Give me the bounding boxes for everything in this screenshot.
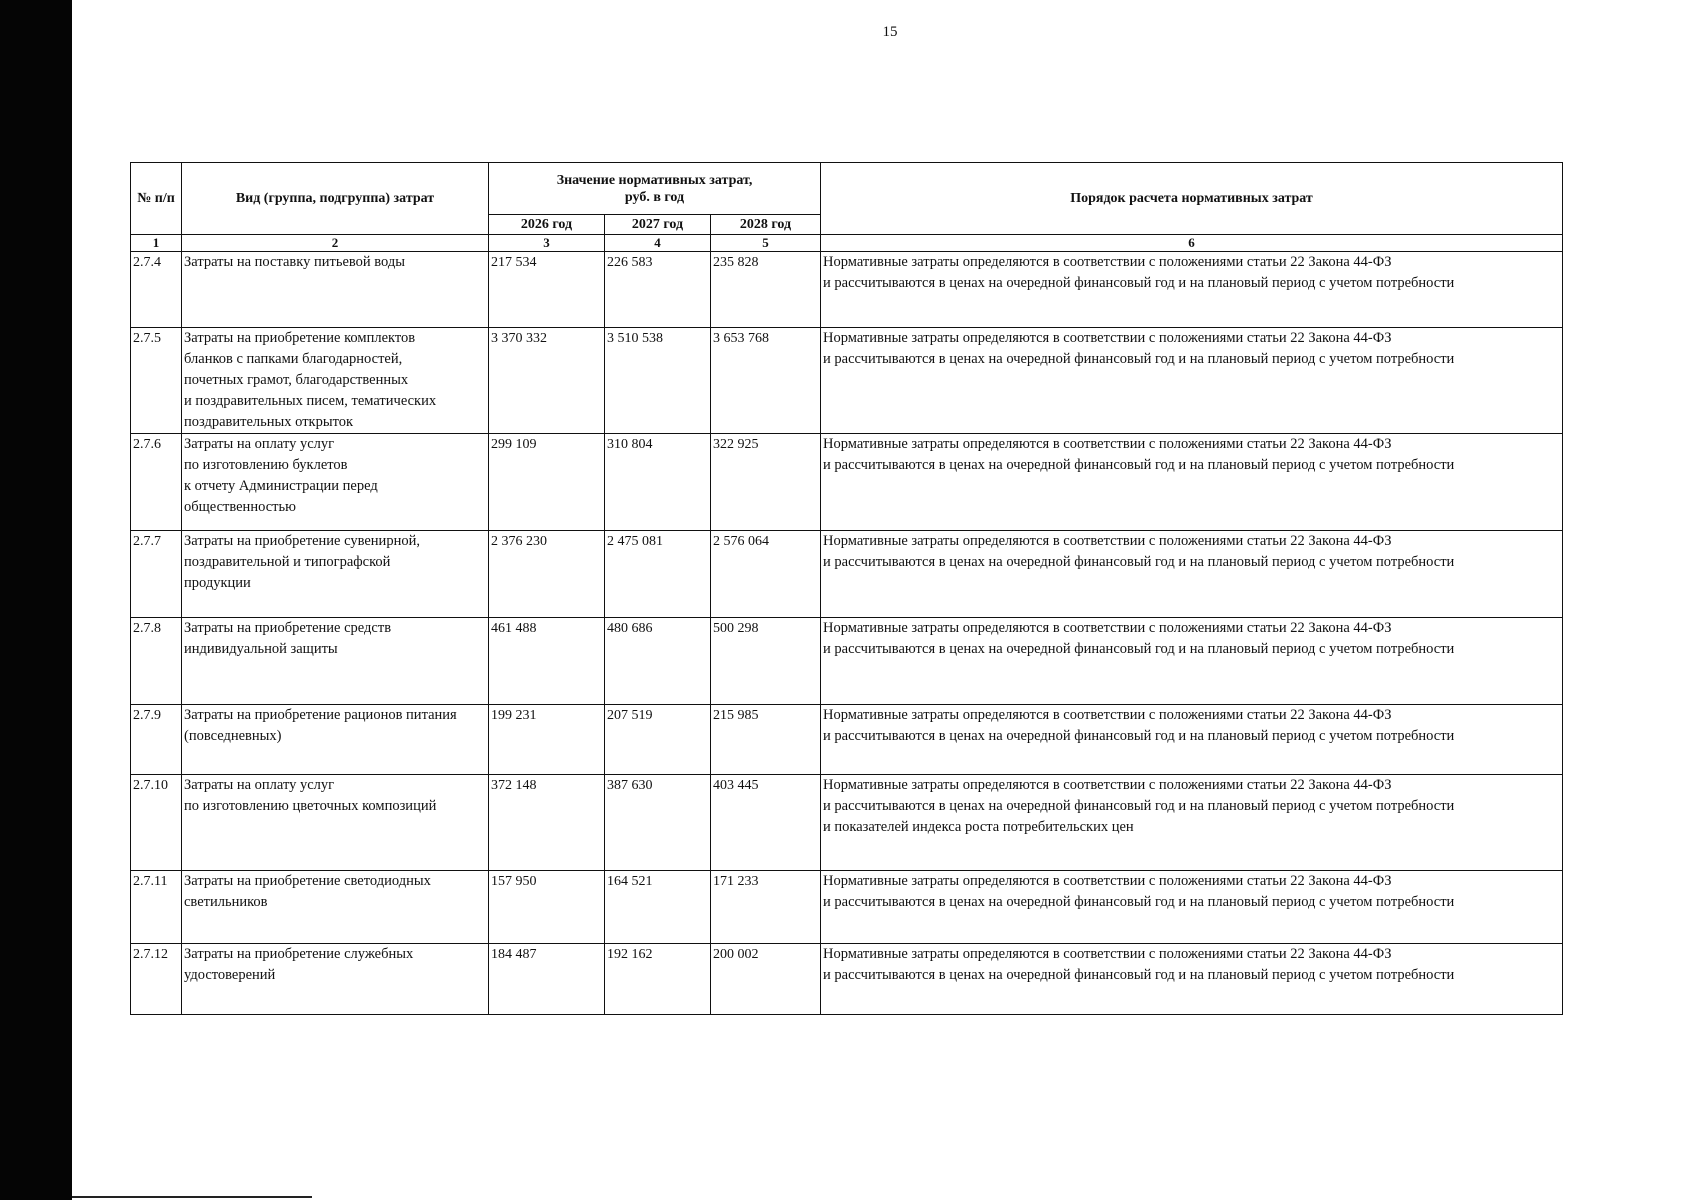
table-row [131,618,1563,705]
header-row-1 [131,163,1563,215]
value-2027: 387 630 [605,775,711,871]
table-row [131,328,1563,434]
header-cost-values: Значение нормативных затрат, руб. в год [489,163,821,215]
page-number: 15 [882,24,898,40]
value-2027: 164 521 [605,871,711,944]
cost-standards-table [130,162,1563,1015]
value-2028: 500 298 [711,618,821,705]
table-row [131,944,1563,1015]
column-number: 6 [821,235,1563,252]
value-2027: 3 510 538 [605,328,711,434]
table-row [131,434,1563,531]
table-row [131,531,1563,618]
cost-type-name: Затраты на приобретение рационов питания (повседневных) [182,705,489,775]
calc-method: Нормативные затраты определяются в соответствии с положениями статьи 22 Закона 44-ФЗ и рассчитываются в ценах на очередной финансовый год и на плановый период с учетом потребности [821,434,1563,531]
table-row [131,705,1563,775]
cost-type-name: Затраты на приобретение сувенирной, поздравительной и типографской продукции [182,531,489,618]
calc-method: Нормативные затраты определяются в соответствии с положениями статьи 22 Закона 44-ФЗ и рассчитываются в ценах на очередной финансовый год и на плановый период с учетом потребности и показателей индекса роста потребительских цен [821,775,1563,871]
value-2026: 217 534 [489,252,605,328]
value-2026: 2 376 230 [489,531,605,618]
value-2028: 403 445 [711,775,821,871]
row-number: 2.7.5 [131,328,182,434]
cost-type-name: Затраты на поставку питьевой воды [182,252,489,328]
calc-method: Нормативные затраты определяются в соответствии с положениями статьи 22 Закона 44-ФЗ и рассчитываются в ценах на очередной финансовый год и на плановый период с учетом потребности [821,705,1563,775]
value-2028: 3 653 768 [711,328,821,434]
value-2028: 200 002 [711,944,821,1015]
calc-method: Нормативные затраты определяются в соответствии с положениями статьи 22 Закона 44-ФЗ и рассчитываются в ценах на очередной финансовый год и на плановый период с учетом потребности [821,618,1563,705]
calc-method: Нормативные затраты определяются в соответствии с положениями статьи 22 Закона 44-ФЗ и рассчитываются в ценах на очередной финансовый год и на плановый период с учетом потребности [821,944,1563,1015]
value-2026: 157 950 [489,871,605,944]
header-year-2028: 2028 год [711,215,821,235]
value-2028: 171 233 [711,871,821,944]
value-2028: 322 925 [711,434,821,531]
cost-type-name: Затраты на приобретение светодиодных светильников [182,871,489,944]
calc-method: Нормативные затраты определяются в соответствии с положениями статьи 22 Закона 44-ФЗ и рассчитываются в ценах на очередной финансовый год и на плановый период с учетом потребности [821,871,1563,944]
column-numbers-row [131,235,1563,252]
value-2026: 461 488 [489,618,605,705]
header-year-2026: 2026 год [489,215,605,235]
row-number: 2.7.9 [131,705,182,775]
row-number: 2.7.7 [131,531,182,618]
cost-type-name: Затраты на приобретение служебных удостоверений [182,944,489,1015]
calc-method: Нормативные затраты определяются в соответствии с положениями статьи 22 Закона 44-ФЗ и рассчитываются в ценах на очередной финансовый год и на плановый период с учетом потребности [821,328,1563,434]
row-number: 2.7.4 [131,252,182,328]
scan-edge-shadow [0,0,72,1200]
value-2028: 2 576 064 [711,531,821,618]
value-2027: 226 583 [605,252,711,328]
table-row [131,252,1563,328]
column-number: 2 [182,235,489,252]
value-2028: 215 985 [711,705,821,775]
row-number: 2.7.11 [131,871,182,944]
value-2028: 235 828 [711,252,821,328]
table-row [131,775,1563,871]
value-2027: 2 475 081 [605,531,711,618]
row-number: 2.7.6 [131,434,182,531]
row-number: 2.7.12 [131,944,182,1015]
header-number: № п/п [131,163,182,235]
value-2027: 192 162 [605,944,711,1015]
value-2027: 310 804 [605,434,711,531]
cost-type-name: Затраты на оплату услуг по изготовлению буклетов к отчету Администрации перед общественностью [182,434,489,531]
header-year-2027: 2027 год [605,215,711,235]
value-2026: 299 109 [489,434,605,531]
calc-method: Нормативные затраты определяются в соответствии с положениями статьи 22 Закона 44-ФЗ и рассчитываются в ценах на очередной финансовый год и на плановый период с учетом потребности [821,252,1563,328]
cost-type-name: Затраты на оплату услуг по изготовлению цветочных композиций [182,775,489,871]
column-number: 5 [711,235,821,252]
row-number: 2.7.8 [131,618,182,705]
value-2026: 184 487 [489,944,605,1015]
cost-type-name: Затраты на приобретение средств индивидуальной защиты [182,618,489,705]
bottom-rule [72,1196,312,1198]
value-2026: 199 231 [489,705,605,775]
column-number: 1 [131,235,182,252]
value-2027: 480 686 [605,618,711,705]
header-calc-method: Порядок расчета нормативных затрат [821,163,1563,235]
value-2027: 207 519 [605,705,711,775]
calc-method: Нормативные затраты определяются в соответствии с положениями статьи 22 Закона 44-ФЗ и рассчитываются в ценах на очередной финансовый год и на плановый период с учетом потребности [821,531,1563,618]
table-body [131,235,1563,1015]
value-2026: 372 148 [489,775,605,871]
row-number: 2.7.10 [131,775,182,871]
header-cost-type: Вид (группа, подгруппа) затрат [182,163,489,235]
column-number: 4 [605,235,711,252]
table-row [131,871,1563,944]
cost-type-name: Затраты на приобретение комплектов бланков с папками благодарностей, почетных грамот, благодарственных и поздравительных писем, тематических поздравительных открыток [182,328,489,434]
value-2026: 3 370 332 [489,328,605,434]
column-number: 3 [489,235,605,252]
